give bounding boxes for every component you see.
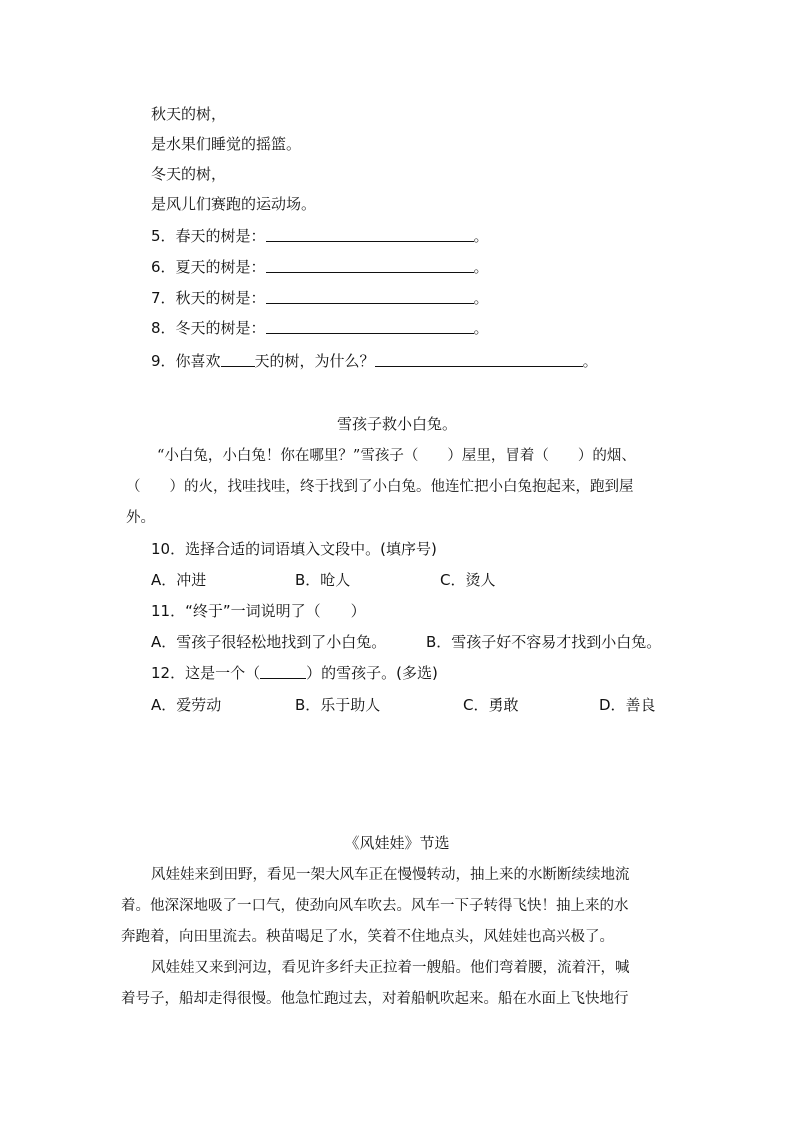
question-11: 11．“终于”一词说明了（ ） — [151, 602, 366, 620]
end-mark: 。 — [582, 352, 598, 370]
question-text: 12．这是一个（ — [151, 664, 261, 682]
option-d[interactable]: D．善良 — [599, 696, 656, 714]
story-title: 《风娃娃》节选 — [344, 834, 450, 852]
question-text: 6．夏天的树是： — [151, 258, 266, 276]
question-7 — [151, 288, 489, 308]
end-mark: 。 — [473, 227, 489, 245]
question-text: 8．冬天的树是： — [151, 319, 266, 337]
poem-line: 是水果们睡觉的摇篮。 — [151, 135, 302, 153]
answer-blank[interactable] — [375, 352, 583, 367]
paragraph-line: 着号子，船却走得很慢。他急忙跑过去，对着船帆吹起来。船在水面上飞快地行 — [121, 991, 629, 1007]
option-b[interactable]: B．呛人 — [295, 571, 351, 589]
end-mark: 。 — [473, 289, 489, 307]
paragraph-line: “小白兔，小白兔！你在哪里？”雪孩子（ ）屋里，冒着（ ）的烟、 — [157, 448, 636, 464]
option-c[interactable]: C．烫人 — [440, 571, 496, 589]
paragraph-line: 着。他深深地吸了一口气，使劲向风车吹去。风车一下子转得飞快！抽上来的水 — [121, 898, 629, 914]
question-9 — [151, 351, 598, 371]
answer-blank[interactable] — [266, 258, 474, 273]
option-c[interactable]: C．勇敢 — [463, 696, 519, 714]
question-10: 10．选择合适的词语填入文段中。(填序号) — [151, 540, 437, 558]
answer-blank[interactable] — [221, 352, 255, 367]
question-text: 天的树，为什么？ — [254, 352, 375, 370]
story-title: 雪孩子救小白兔。 — [336, 415, 457, 433]
option-a[interactable]: A．雪孩子很轻松地找到了小白兔。 — [151, 633, 387, 651]
paragraph-line: 外。 — [126, 510, 155, 526]
question-text: ）的雪孩子。(多选) — [306, 664, 438, 682]
paragraph-line: 风娃娃又来到河边，看见许多纤夫正拉着一艘船。他们弯着腰，流着汗，喊 — [151, 960, 630, 976]
poem-line: 是风儿们赛跑的运动场。 — [151, 195, 317, 213]
poem-line: 秋天的树， — [151, 105, 227, 123]
poem-line: 冬天的树， — [151, 165, 227, 183]
paragraph-line: （ ）的火，找哇找哇，终于找到了小白兔。他连忙把小白兔抱起来，跑到屋 — [126, 479, 634, 495]
question-8 — [151, 318, 489, 338]
end-mark: 。 — [473, 258, 489, 276]
answer-blank[interactable] — [266, 319, 474, 334]
answer-blank[interactable] — [266, 227, 474, 242]
question-6 — [151, 257, 489, 277]
paragraph-line: 奔跑着，向田里流去。秧苗喝足了水，笑着不住地点头，风娃娃也高兴极了。 — [121, 929, 614, 945]
option-a[interactable]: A．冲进 — [151, 571, 207, 589]
option-a[interactable]: A．爱劳动 — [151, 696, 222, 714]
option-b[interactable]: B．乐于助人 — [295, 696, 381, 714]
answer-blank[interactable] — [260, 664, 306, 679]
answer-blank[interactable] — [266, 289, 474, 304]
paragraph-line: 风娃娃来到田野，看见一架大风车正在慢慢转动，抽上来的水断断续续地流 — [151, 867, 630, 883]
end-mark: 。 — [473, 319, 489, 337]
question-text: 7．秋天的树是： — [151, 289, 266, 307]
question-text: 5．春天的树是： — [151, 227, 266, 245]
question-12 — [151, 663, 438, 683]
option-b[interactable]: B．雪孩子好不容易才找到小白兔。 — [426, 633, 662, 651]
question-text: 9．你喜欢 — [151, 352, 221, 370]
question-5 — [151, 226, 489, 246]
